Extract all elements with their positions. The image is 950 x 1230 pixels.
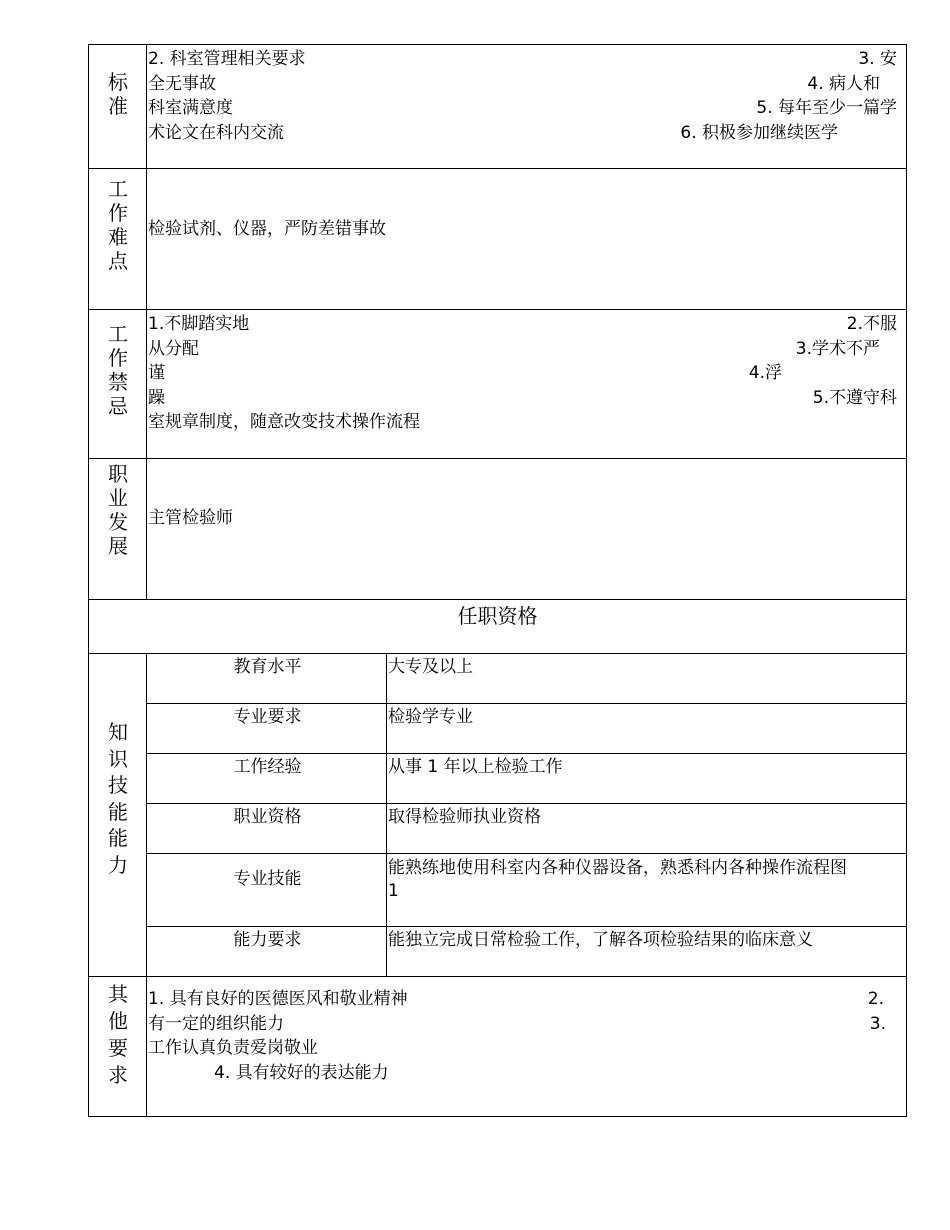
standard-line: 术论文在科内交流 <box>148 123 284 143</box>
other-line: 工作认真负责爱岗敬业 <box>148 1038 318 1058</box>
qualification-row-value: 取得检验师执业资格 <box>388 807 541 827</box>
qualification-row-value: 检验学专业 <box>388 707 473 727</box>
standard-line: 4. 病人和 <box>807 74 880 94</box>
prohibition-line: 躁 <box>148 388 165 408</box>
prohibition-line: 谨 <box>148 363 165 383</box>
prohibition-line: 1.不脚踏实地 <box>148 314 250 334</box>
other-label: 其他要求 <box>108 982 128 1087</box>
qualification-row-label: 教育水平 <box>233 657 302 677</box>
qualification-label: 知识技能能力 <box>108 720 128 877</box>
qualification-row-value: 1 <box>388 881 399 901</box>
other-line: 3. <box>869 1014 886 1034</box>
difficulty-label: 工作难点 <box>108 177 128 273</box>
qualification-row-value: 从事 1 年以上检验工作 <box>388 757 563 777</box>
standard-line: 6. 积极参加继续医学 <box>680 123 838 143</box>
qualification-title: 任职资格 <box>457 604 538 628</box>
prohibition-line: 从分配 <box>148 339 199 359</box>
prohibition-line: 5.不遵守科 <box>812 388 897 408</box>
other-line: 4. 具有较好的表达能力 <box>214 1063 389 1083</box>
standard-line: 2. 科室管理相关要求 <box>148 49 306 69</box>
other-line: 1. 具有良好的医德医风和敬业精神 <box>148 989 408 1009</box>
qualification-row-label: 职业资格 <box>233 807 302 827</box>
qualification-row-label: 专业技能 <box>233 869 302 889</box>
standard-line: 3. 安 <box>858 49 897 69</box>
prohibition-label: 工作禁忌 <box>108 322 128 418</box>
qualification-row-value: 能熟练地使用科室内各种仪器设备，熟悉科内各种操作流程图 <box>388 858 847 878</box>
career-text: 主管检验师 <box>148 508 233 528</box>
standard-line: 科室满意度 <box>148 98 233 118</box>
qualification-row-value: 大专及以上 <box>388 657 473 677</box>
qualification-row-label: 能力要求 <box>233 930 302 950</box>
prohibition-line: 室规章制度，随意改变技术操作流程 <box>148 412 420 432</box>
standard-line: 全无事故 <box>148 74 216 94</box>
qualification-row-value: 能独立完成日常检验工作，了解各项检验结果的临床意义 <box>388 930 813 950</box>
standard-label: 标准 <box>108 70 128 118</box>
prohibition-line: 2.不服 <box>846 314 897 334</box>
standard-line: 5. 每年至少一篇学 <box>756 98 897 118</box>
qualification-row-label: 工作经验 <box>233 757 302 777</box>
difficulty-text: 检验试剂、仪器，严防差错事故 <box>148 219 386 239</box>
qualification-row-label: 专业要求 <box>233 707 302 727</box>
prohibition-line: 3.学术不严 <box>795 339 880 359</box>
prohibition-line: 4.浮 <box>748 363 782 383</box>
other-line: 2. <box>867 989 884 1009</box>
career-label: 职业发展 <box>108 462 128 558</box>
other-line: 有一定的组织能力 <box>148 1014 284 1034</box>
